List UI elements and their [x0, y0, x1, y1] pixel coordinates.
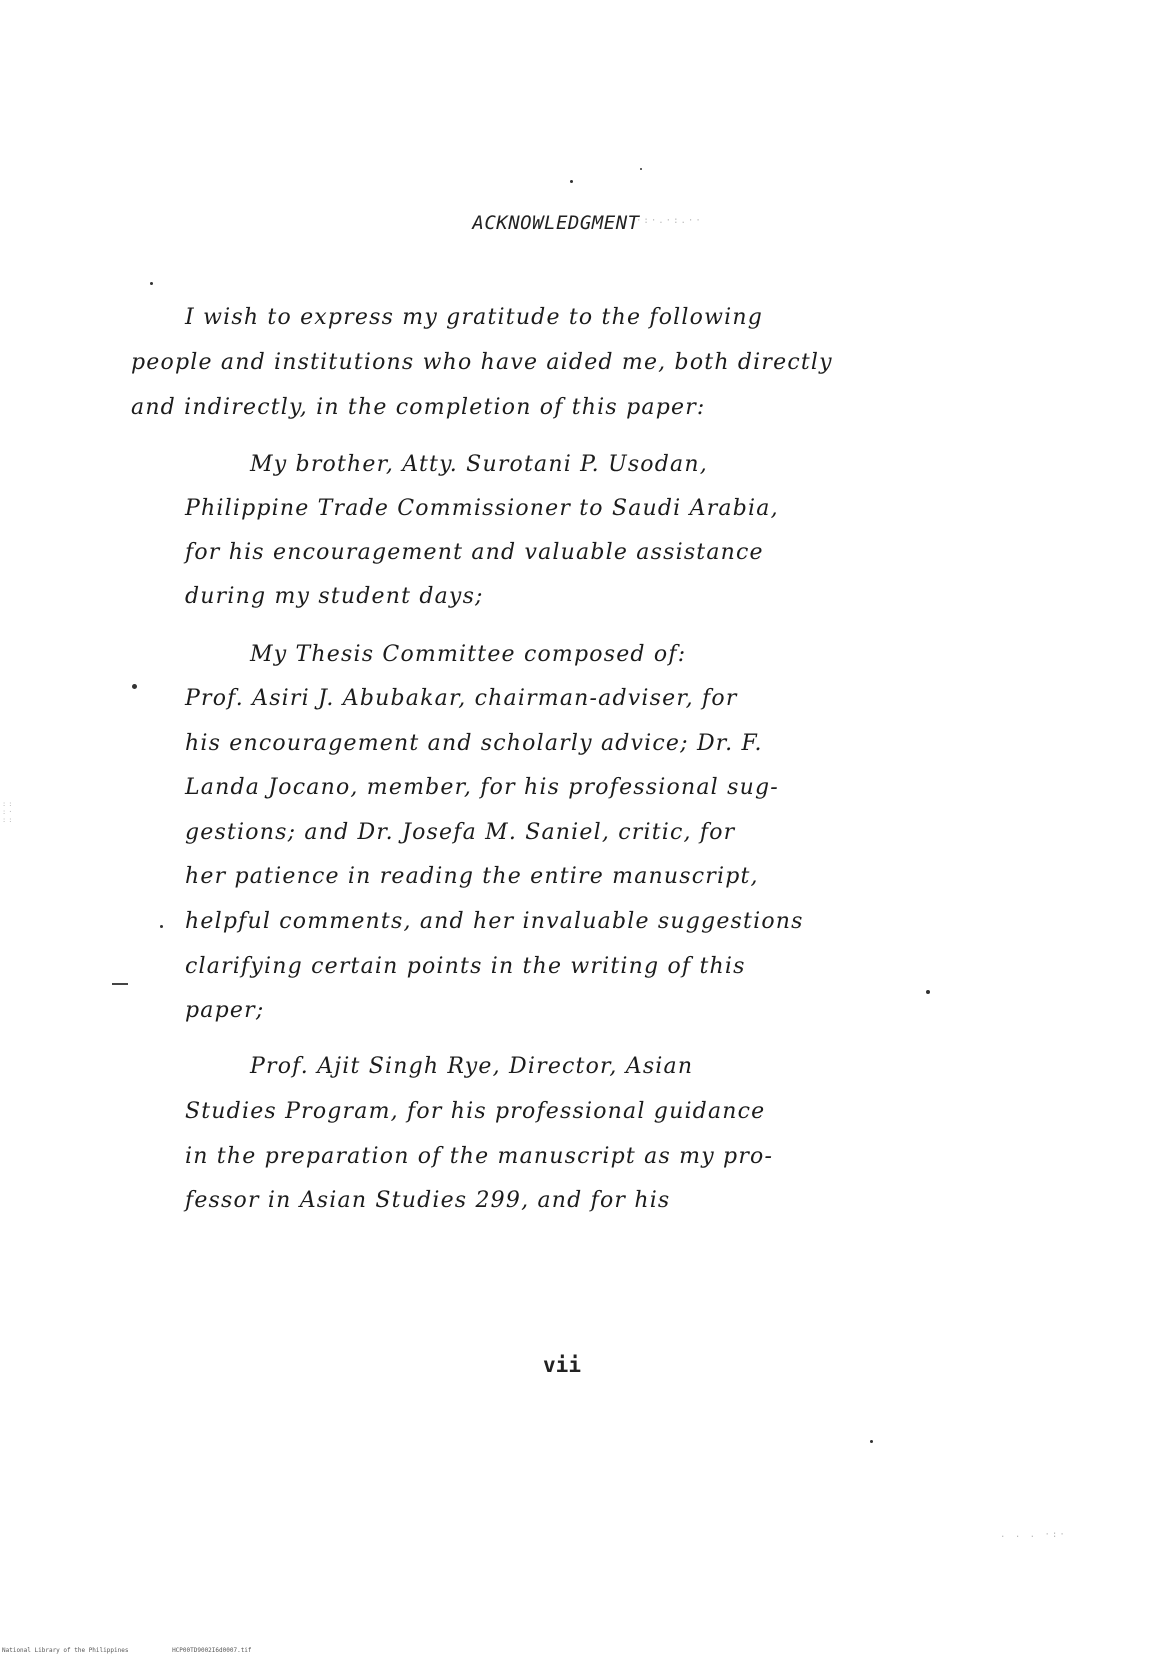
intro-line-2: people and institutions who have aided me, both directly	[131, 350, 833, 375]
footer-file: HCP00TD9002I6d0007.tif	[172, 1647, 252, 1654]
scan-speck	[150, 282, 153, 285]
page-number-text: vii	[543, 1353, 581, 1377]
scan-speck	[570, 180, 573, 183]
committee-line-6: her patience in reading the entire manuscript,	[185, 864, 759, 889]
footer-library: National Library of the Philippines	[2, 1647, 129, 1654]
scan-footer	[2, 1647, 252, 1654]
intro-line-1: I wish to express my gratitude to the following	[185, 305, 764, 330]
scan-speck	[870, 1440, 873, 1443]
committee-line-2: Prof. Asiri J. Abubakar, chairman-adviser, for	[185, 686, 738, 711]
brother-line-1: My brother, Atty. Surotani P. Usodan,	[250, 452, 708, 477]
scan-noise: ·:·.·:.··	[636, 216, 703, 226]
scan-speck	[926, 990, 930, 994]
committee-line-1: My Thesis Committee composed of:	[250, 642, 687, 667]
brother-line-2: Philippine Trade Commissioner to Saudi Arabia,	[185, 496, 779, 521]
scan-noise: :: :· ::	[2, 800, 15, 824]
committee-line-7: helpful comments, and her invaluable suggestions	[185, 909, 804, 934]
committee-line-9: paper;	[185, 998, 265, 1023]
director-line-1: Prof. Ajit Singh Rye, Director, Asian	[250, 1054, 694, 1079]
director-line-4: fessor in Asian Studies 299, and for his	[185, 1188, 671, 1213]
brother-line-4: during my student days;	[185, 584, 484, 609]
page-number	[0, 1353, 1168, 1377]
committee-line-8: clarifying certain points in the writing of this	[185, 954, 746, 979]
scan-noise: . . . ·:·	[1000, 1530, 1067, 1540]
director-line-3: in the preparation of the manuscript as my pro-	[185, 1144, 774, 1169]
committee-line-5: gestions; and Dr. Josefa M. Saniel, critic, for	[185, 820, 736, 845]
heading-text: ACKNOWLEDGMENT	[472, 212, 640, 234]
intro-line-3: and indirectly, in the completion of this paper:	[131, 395, 706, 420]
brother-line-3: for his encouragement and valuable assistance	[185, 540, 764, 565]
committee-line-3: his encouragement and scholarly advice; Dr. F.	[185, 731, 763, 756]
scan-mark	[112, 983, 128, 985]
director-line-2: Studies Program, for his professional guidance	[185, 1099, 766, 1124]
scan-speck	[160, 925, 163, 928]
page-heading	[0, 212, 1168, 234]
scan-speck	[132, 684, 137, 689]
committee-line-4: Landa Jocano, member, for his professional sug-	[185, 775, 779, 800]
scan-speck	[640, 168, 642, 170]
